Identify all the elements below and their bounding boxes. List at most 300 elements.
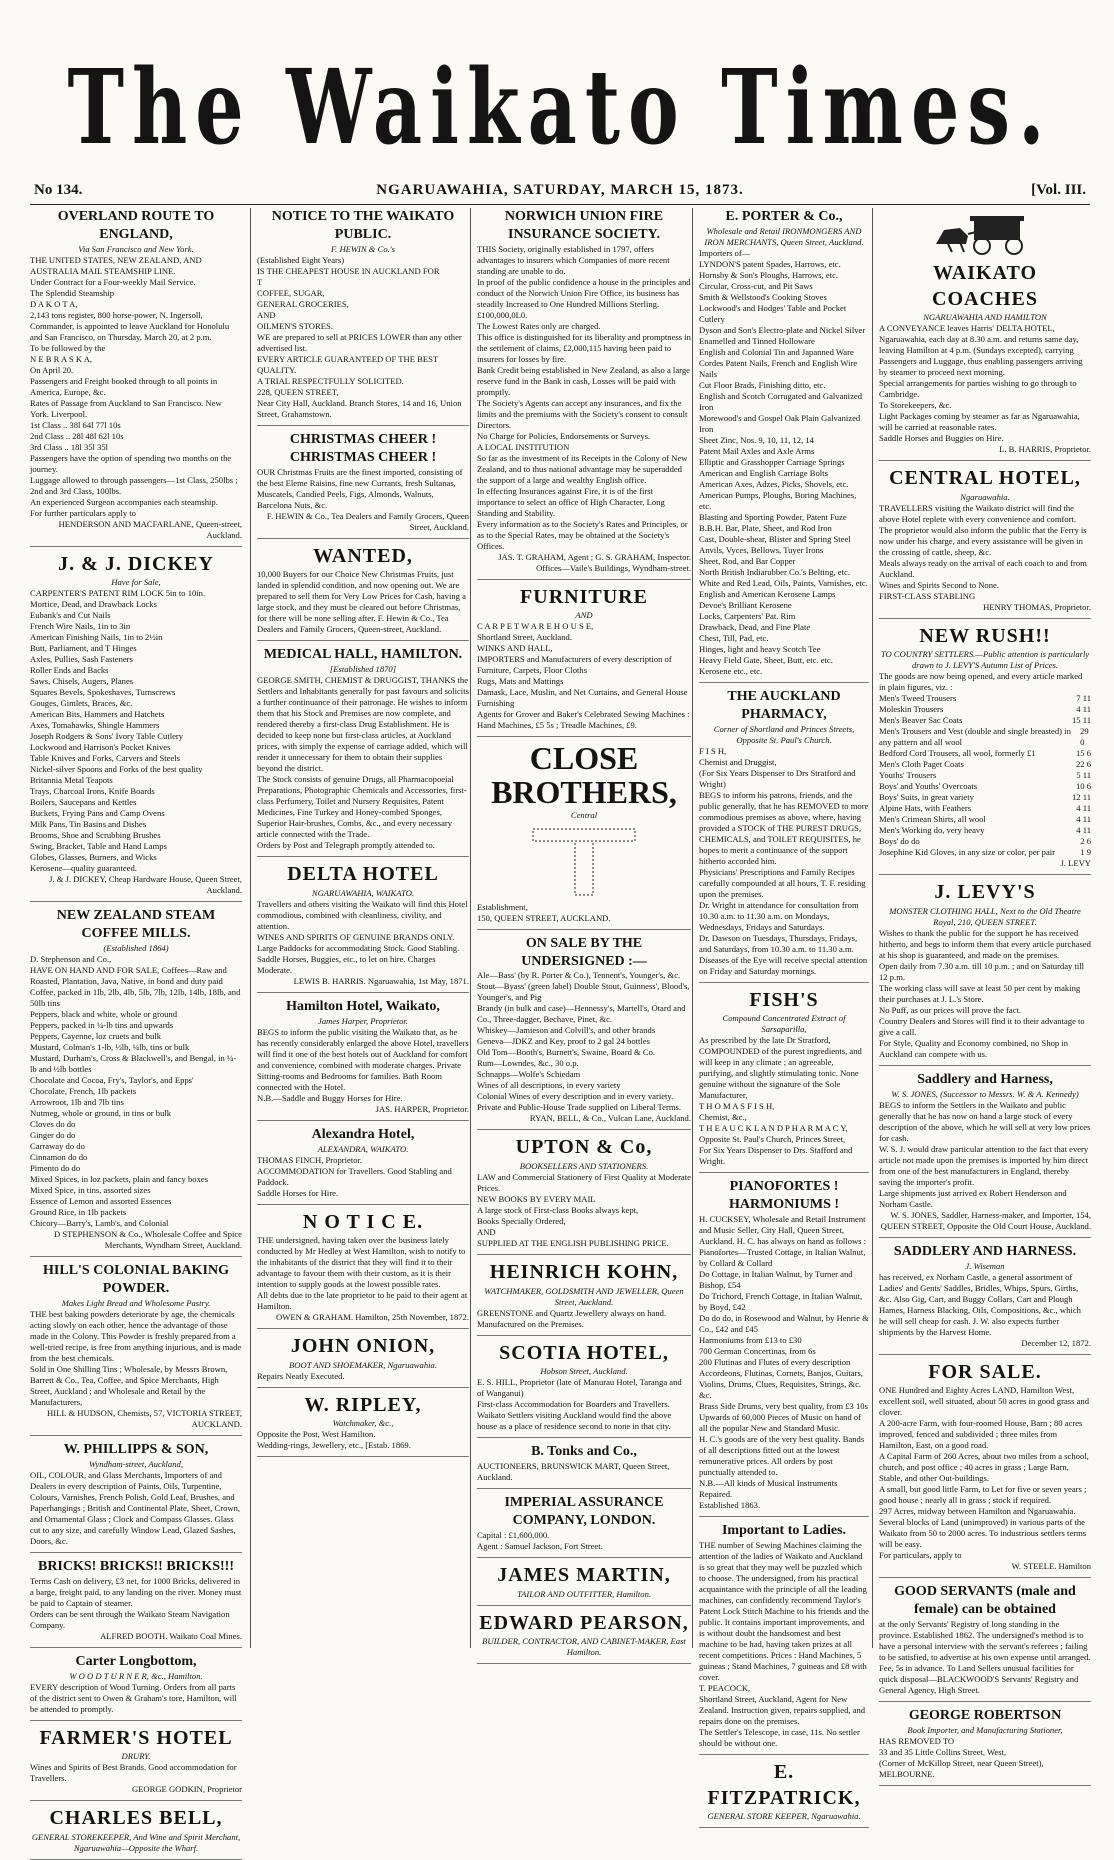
ad-text: Rates of Passage from Auckland to San Francisco. New York. Liverpool. [30, 397, 222, 419]
ad-text: Old Tom—Booth's, Burnett's, Swaine, Board & Co. [477, 1047, 656, 1058]
ad-heading: E. PORTER & Co., [725, 209, 843, 224]
ad-text: N.B.—All kinds of Musical Instruments Repaired. [699, 1478, 838, 1500]
ad-text: Peppers, black and white, whole or ground [30, 1009, 178, 1020]
ad-text: The Lowest Rates only are charged. [477, 320, 601, 331]
ad-text: Devoe's Brilliant Kerosene [699, 599, 792, 610]
ad-text: E. S. HILL, Proprietor (late of Manurau Hotel, Taranga and of Wanganui) [477, 1377, 682, 1399]
ad-text: IMPORTERS and Manufacturers of every description of Furniture, Carpets, Floor Cloths [477, 654, 672, 676]
ad-text: As prescribed by the late Dr Stratford, [699, 1035, 831, 1046]
ad-subheading: ALEXANDRA, WAIKATO. [317, 1143, 409, 1154]
ad-text: Sheet, Rod, and Bar Copper [699, 555, 796, 566]
price-row [879, 814, 1091, 825]
ad-text: has received, ex Norham Castle, a general assortment of Ladies' and Gents' Saddles, Bridles, Whips, Spurs, Girths, &c. Also Gig, Cart, and Buggy Collars, Cart and Plough Hames, Harness Blacking, Oils, Compositions, &c., which he will sell cheap for cash. J. W. also expects further shipments by the Harvest Home. [879, 1271, 1081, 1337]
ad-heading: CENTRAL HOTEL, [889, 467, 1081, 490]
advertisement [257, 431, 469, 539]
ad-text: MELBOURNE. [879, 1769, 935, 1780]
ad-subheading: TAILOR AND OUTFITTER, Hamilton. [516, 1588, 652, 1599]
ad-signature: HENRY THOMAS, Proprietor. [983, 601, 1091, 612]
price-row [879, 847, 1091, 858]
price-item: Alpine Hats, with Feathers [879, 803, 972, 814]
ad-text: Ginger do do [30, 1130, 76, 1141]
masthead-title: The Waikato Times. [67, 47, 1053, 168]
advertisement [477, 1341, 691, 1439]
advertisement [879, 1707, 1091, 1786]
price-amount: 7 11 [1076, 693, 1091, 704]
advertisement [477, 1135, 691, 1255]
ad-text: Hinges, light and heavy Scotch Tee [699, 643, 821, 654]
ad-text: BEGS to inform his patrons, friends, and the public generally, that he has REMOVED to more commodious premises as above, where, having provided a STOCK of THE PUREST DRUGS, CHEMICALS, and TOILET REQUISITES, he hopes to merit a continuance of the support hitherto accorded him. [699, 789, 869, 866]
ad-heading: NEW RUSH!! [919, 624, 1051, 647]
advertisement [257, 998, 469, 1121]
ad-text: Brooms, Shoe and Scrubbing Brushes [30, 830, 161, 841]
ad-text: H. C.'s goods are of the very best quality. Bands of all descriptions fitted out at the lowest remunerative prices. All orders by post punctually attended to. [699, 1434, 865, 1478]
price-item: Men's Working do, very heavy [879, 825, 985, 836]
price-amount: 1 9 [1080, 847, 1091, 858]
ad-text: Dr. Dawson on Tuesdays, Thursdays, Fridays, and Saturdays, from 10.30 a.m. to 11.30 a.m. [699, 932, 858, 954]
ad-text: THE UNITED STATES, NEW ZEALAND, AND AUSTRALIA MAIL STEAMSHIP LINE. [30, 254, 202, 276]
ad-text: Kerosene etc., etc. [699, 665, 763, 676]
ad-subheading: Corner of Shortland and Princes Streets, Opposite St. Paul's Church. [713, 723, 855, 745]
volume: [Vol. III. [1031, 182, 1086, 198]
ad-text: Mustard, Colman's 1-lb, ½lb, ¼lb, tins or bulk [30, 1042, 190, 1053]
advertisement [699, 1178, 869, 1517]
ad-text: Colonial Wines of every description and in every variety. [477, 1091, 674, 1102]
advertisement [257, 208, 469, 426]
ad-subheading: (Established 1864) [103, 943, 169, 954]
ad-heading: DELTA HOTEL [287, 863, 439, 886]
ad-subheading: Makes Light Bread and Wholesome Pastry. [61, 1298, 211, 1309]
ad-text: To Storekeepers, &c. [879, 400, 952, 411]
ad-text: Large shipments just arrived ex Robert Henderson and Norham Castle. [879, 1187, 1067, 1209]
price-amount: 10 6 [1075, 781, 1091, 792]
column-1 [30, 208, 248, 1853]
ad-text: Establishment, [477, 901, 528, 912]
ad-text: Brass Side Drums, very best quality, from £3 10s [699, 1401, 868, 1412]
ad-text: Passengers have the option of spending two months on the journey. [30, 452, 232, 474]
ad-text: For further particulars apply to [30, 507, 136, 518]
ad-heading: EDWARD PEARSON, [479, 1611, 689, 1634]
price-row [879, 748, 1091, 759]
ad-text: TRAVELLERS visiting the Waikato district will find the above Hotel replete with every convenience and comfort. [879, 502, 1077, 524]
ad-text: Saddle Horses for Hire. [257, 1187, 339, 1198]
ad-text: T H O M A S F I S H, [699, 1101, 775, 1112]
ad-text: Chicory—Barry's, Lamb's, and Colonial [30, 1218, 169, 1229]
advertisement [477, 1443, 691, 1489]
ad-text: AUCTIONEERS, BRUNSWICK MART, Queen Street, Auckland. [477, 1461, 670, 1483]
ad-text: Lockwood's and Hodges' Table and Pocket Cutlery [699, 302, 847, 324]
ad-heading: UPTON & Co, [515, 1136, 653, 1159]
ad-subheading: Central [570, 809, 598, 820]
ad-subheading: WATCHMAKER, GOLDSMITH AND JEWELLER, Queen Street, Auckland. [484, 1285, 684, 1307]
ad-text: Arrowroot, 1lb and 7lb tins [30, 1097, 124, 1108]
advertisement [879, 1243, 1091, 1355]
ad-text: Meals always ready on the arrival of each coach to and from Auckland. [879, 557, 1087, 579]
ad-text: Books Specially Ordered, [477, 1216, 566, 1226]
ad-subheading: Hobson Street, Auckland. [540, 1366, 628, 1377]
ad-text: Special arrangements for parties wishing to go through to Cambridge. [879, 378, 1077, 400]
ad-text: Agent : Samuel Jackson, Fort Street. [477, 1540, 603, 1551]
ad-text: B.B.H. Bar, Plate, Sheet, and Rod Iron [699, 522, 832, 533]
price-item: Youths' Trousers [879, 770, 937, 781]
ad-text: Table Knives and Forks, Carvers and Steels [30, 753, 180, 764]
ad-heading: CLOSE BROTHERS, [491, 740, 677, 810]
ad-text: The working class will save at least 50 per cent by making their purchases at J. L.'s Store. [879, 982, 1081, 1004]
ad-text: HAS REMOVED TO [879, 1736, 955, 1747]
ad-text: AND [257, 309, 276, 320]
ad-heading: HEINRICH KOHN, [489, 1261, 679, 1283]
advertisement [699, 1760, 869, 1828]
ad-text: North British Indiarubber Co.'s Belting, etc. [699, 566, 850, 577]
ad-text: Kerosene—quality guaranteed. [30, 863, 137, 874]
ad-text: GEORGE SMITH, CHEMIST & DRUGGIST, THANKS the Settlers and Inhabitants generally for past favours and solicits a further continuance of their patronage. He wishes to inform them that his Stock and Premises are now complete, and rendered thereby a first-class Drug Establishment. He is decided to keep none but first-class articles, at Auckland prices, with simply the expense of carriage added, which will render it unnecessary for them to obtain their supplies beyond the district. [257, 675, 469, 774]
ad-text: THE number of Sewing Machines claiming the attention of the ladies of Waikato and Auckland is so great that they may well be puzzled which to choose. The undersigned, from his practical acquaintance with the principle of all the leading machines, can confidently recommend Taylor's Patent Lock Stitch Machine to his friends and the public. It contains important improvements, and is without doubt the handsomest and best machine to be had, having taken prizes at all recent competitions. Prices : Hand Machines, 5 guineas ; Stand Machines, 7 guineas and £8 with cover. [699, 1540, 869, 1683]
ad-text: Carraway do do [30, 1141, 85, 1152]
ad-text: 2nd Class .. 28l 48l 62l 10s [30, 430, 124, 441]
ad-heading: HILL'S COLONIAL BAKING POWDER. [43, 1263, 229, 1297]
ad-text: D. Stephenson and Co., [30, 954, 112, 965]
ad-text: Whiskey—Jamieson and Colvill's, and other brands [477, 1025, 656, 1036]
ad-heading: IMPERIAL ASSURANCE COMPANY, LONDON. [504, 1495, 664, 1528]
ad-text: EVERY ARTICLE GUARANTEED OF THE BEST QUALITY. [257, 353, 438, 375]
ad-text: Wines of all descriptions, in every variety [477, 1080, 621, 1091]
ad-heading: FARMER'S HOTEL [39, 1726, 233, 1749]
advertisement [30, 907, 242, 1257]
ad-text: Wedding-rings, Jewellery, etc., [Estab. 1869. [257, 1440, 411, 1451]
ad-subheading: AND [575, 610, 593, 621]
ad-text: Butt, Parliament, and T Hinges [30, 643, 137, 654]
ad-text: 228, QUEEN STREET, [257, 386, 339, 397]
ad-text: Agents for Grover and Baker's Celebrated Sewing Machines : Hand Machines, £5 5s ; Treadle Machines, £9. [477, 709, 690, 731]
ad-signature: GEORGE GODKIN, Proprietor [131, 1784, 242, 1795]
ad-signature: ALFRED BOOTH. Waikato Coal Mines. [100, 1630, 242, 1641]
ad-heading: NOTICE TO THE WAIKATO PUBLIC. [271, 209, 455, 242]
ad-text: Shortland Street, Auckland. [477, 632, 572, 643]
ad-subheading: Via San Francisco and New York. [78, 243, 194, 254]
ad-text: A CONVEYANCE leaves Harris' DELTA HOTEL, Ngaruawahia, each day at 8.30 a.m. and returns same day, leaving Hamilton at 4 p.m. (Sundays excepted), carrying Passengers and Luggage, thus enabling passengers arriving by steamer to proceed next morning. [879, 323, 1083, 378]
advertisement [30, 552, 242, 903]
ad-subheading: GENERAL STORE KEEPER, Ngaruawahia. [707, 1811, 861, 1822]
ad-text: Stout—Byass' (green label) Double Stout, Guinness', Blood's, Younger's, and Pig [477, 981, 690, 1003]
ad-text: American Bits, Hammers and Hatchets [30, 709, 165, 720]
close-brothers-t-device [529, 827, 639, 897]
ad-text: CARPENTER'S PATENT RIM LOCK 5in to 10in. [30, 588, 206, 599]
ad-text: H. CUCKSEY, Wholesale and Retail Instrument and Music Seller, City Hall, Queen Street, Auckland. H. C. has always on hand as follows : [699, 1214, 867, 1247]
ad-text: In effecting Insurances against Fire, it is of the first importance to select an office of High Character, Long Standing and Stability. [477, 485, 665, 518]
ad-text: Several blocks of Land (unimproved) in various parts of the Waikato from 50 to 2000 acres. To industrious settlers terms will be easy. [879, 1517, 1087, 1550]
price-amount: 29 0 [1080, 726, 1089, 748]
ad-text: THOMAS FINCH, Proprietor. [257, 1154, 363, 1165]
ad-text: £100,000,0L0. [477, 309, 528, 320]
ad-text: Patent Mail Axles and Axle Arms [699, 445, 815, 456]
ad-text: Globes, Glasses, Burners, and Wicks [30, 852, 157, 863]
stage-coach-icon [930, 214, 1040, 256]
ad-text: Saws, Chisels, Augers, Planes [30, 676, 134, 687]
ad-text: N E B R A S K A, [30, 353, 93, 364]
ad-text: A TRIAL RESPECTFULLY SOLICITED. [257, 375, 404, 386]
ad-text: ACCOMMODATION for Travellers. Good Stabling and Paddock. [257, 1165, 452, 1187]
ad-subheading: Have for Sale, [111, 577, 161, 588]
ad-text: LYNDON'S patent Spades, Harrows, etc. [699, 258, 841, 269]
ad-text: The Society's Agents can accept any insurances, and fix the limits and the premiums with the Society's consent to consult Directors. [477, 397, 688, 430]
ad-text: Swing, Bracket, Table and Hand Lamps [30, 841, 167, 852]
price-item: Men's Beaver Sac Coats [879, 715, 963, 726]
ad-signature: HENDERSON AND MACFARLANE, Queen-street, Auckland. [58, 518, 242, 540]
price-row [879, 770, 1091, 781]
ad-text: Joseph Rodgers & Sons' Ivory Table Cutlery [30, 731, 184, 742]
ad-text: 33 and 35 Little Collins Street, West, [879, 1747, 1007, 1758]
ad-heading: GOOD SERVANTS (male and female) can be obtained [894, 1584, 1076, 1618]
ad-text: Orders can be sent through the Waikato Steam Navigation Company. [30, 1608, 230, 1630]
ad-text: Eubank's and Cut Nails [30, 610, 111, 621]
ad-text: Trays, Charcoal Irons, Knife Boards [30, 786, 155, 797]
ad-heading: Carter Longbottom, [75, 1653, 197, 1669]
ad-text: Britannia Metal Teapots [30, 775, 113, 786]
ad-text: Terms Cash on delivery, £3 net, for 1000 Bricks, delivered in a barge, freight paid, to any landing on the river. Money must be paid to Captain of steamer. [30, 1575, 242, 1608]
ad-signature: J. & J. DICKEY, Cheap Hardware House, Queen Street, Auckland. [49, 874, 242, 896]
dateline [30, 180, 1090, 205]
column-5 [872, 208, 1091, 1780]
ad-text: The proprietor would also inform the public that the Ferry is now under his charge, and every assistance will be given in the crossing of cattle, sheep, &c. [879, 524, 1087, 557]
ad-text: Nutmeg, whole or ground, in tins or bulk [30, 1108, 172, 1119]
advertisement [879, 214, 1091, 461]
ad-text: Axles, Pullies, Sash Fasteners [30, 654, 133, 665]
ad-text: THIS Society, originally established in 1797, offers advantages to insurers which Companies of more recent standing are unable to do. [477, 243, 670, 276]
price-amount: 5 11 [1076, 770, 1091, 781]
price-row [879, 803, 1091, 814]
ad-text: English and American Kerosene Lamps [699, 588, 836, 599]
ad-text: 3rd Class .. 18l 35l 35l [30, 441, 109, 452]
price-amount: 15 11 [1071, 715, 1091, 726]
ad-text: Chocolate and Cocoa, Fry's, Taylor's, and Epps' [30, 1075, 194, 1086]
price-item: Men's Cloth Paget Coats [879, 759, 964, 770]
ad-text: Circular, Cross-cut, and Pit Saws [699, 280, 813, 291]
ad-text: So far as the investment of its Receipts in the Colony of New Zealand, and to thus national advantage may be superadded the support of a large and wealthy English office. [477, 452, 688, 485]
ad-heading: FISH'S [749, 988, 819, 1011]
ad-text: F I S H, [699, 745, 727, 756]
ad-text: Peppers, packed in ¼-lb tins and upwards [30, 1020, 174, 1031]
ad-text: 700 German Concertinas, from 6s [699, 1346, 816, 1357]
ad-text: T H E A U C K L A N D P H A R M A C Y, [699, 1123, 848, 1134]
price-item: Josephine Kid Gloves, in any size or color, per pair [879, 847, 1056, 858]
ad-text: Every information as to the Society's Rates and Principles, or as to the Special Rates, may be obtained at the Society's Offices. [477, 518, 688, 551]
ad-text: Rum—Lowndes, &c., 30 o.p. [477, 1058, 579, 1069]
price-amount: 2 6 [1080, 836, 1091, 847]
price-amount: 12 11 [1071, 792, 1091, 803]
ad-heading: SADDLERY AND HARNESS. [893, 1243, 1077, 1259]
advertisement [30, 1806, 242, 1860]
ad-text: A small, but good little Farm, to Let for five or seven years ; good house ; nearly all in grass ; stock if required. [879, 1484, 1087, 1506]
ad-text: Squares Bevels, Spokeshaves, Turnscrews [30, 687, 176, 698]
masthead [30, 48, 1090, 168]
ad-text: LAW and Commercial Stationery of First Quality at Moderate Prices. [477, 1172, 691, 1193]
ad-text: For Style, Quality and Economy combined, no Shop in Auckland can compete with us. [879, 1037, 1069, 1059]
ad-text: (Established Eight Years) [257, 254, 345, 265]
ad-signature: F. HEWIN & Co., Tea Dealers and Family Grocers, Queen Street, Auckland. [266, 510, 469, 532]
ad-text: Chemist and Druggist, [699, 756, 777, 767]
ad-subheading: Book Importer, and Manufacturing Stationer, [907, 1725, 1063, 1736]
ad-text: Morewood's and Gospel Oak Plain Galvanized Iron [699, 412, 861, 434]
ad-text: Chocolate, French, 1lb packets [30, 1086, 137, 1097]
advertisement [257, 1334, 469, 1388]
ad-heading: Alexandra Hotel, [311, 1126, 415, 1142]
ad-text: Open daily from 7.30 a.m. till 10 p.m. ; and on Saturday till 12 p.m. [879, 960, 1085, 982]
ad-text: An experienced Surgeon accompanies each steamship. [30, 496, 218, 507]
ad-heading: PIANOFORTES ! HARMONIUMS ! [728, 1179, 840, 1213]
ad-text: English and Scotch Corrugated and Galvanized Iron [699, 390, 862, 412]
advertisement [699, 208, 869, 683]
price-amount: 4 11 [1076, 704, 1091, 715]
ad-text: Peppers, Cayenne, loz cruets and bulk [30, 1031, 162, 1042]
price-row [879, 836, 1091, 847]
ad-text: Locks, Carpenters' Pat. Rim [699, 610, 796, 621]
ad-text: Wines and Spirits Second to None. [879, 579, 999, 590]
price-amount: 4 11 [1076, 825, 1091, 836]
ad-text: Brandy (in bulk and case)—Hennessy's, Martell's, Otard and Co., Three-dagger, Bechave, Pinet, &c. [477, 1003, 686, 1025]
ad-subheading: Wyndham-street, Auckland, [89, 1458, 183, 1469]
advertisement [879, 880, 1091, 1066]
ad-text: Light Packages coming by steamer as far as Ngaruawahia, will be carried at reasonable rates. [879, 411, 1080, 433]
ad-text: Luggage allowed to through passengers—1st Class, 250lbs ; 2nd and 3rd Class, 100lbs. [30, 474, 238, 496]
ad-text: Do Trichord, French Cottage, in Italian Walnut, by Boyd, £42 [699, 1291, 863, 1313]
ad-heading: W. PHILLIPPS & SON, [63, 1442, 209, 1458]
ad-text: A Capital Farm of 260 Acres, about two miles from a school, church, and post office ; 40 acres in grass ; Large Barn, Stable, and other Out-buildings. [879, 1451, 1089, 1484]
ad-text: OIL, COLOUR, and Glass Merchants, Importers of and Dealers in every description of Paints, Oils, Turpentine, Colours, Varnishes, French Polish, Gold Leaf, Brushes, and Paperhangings ; British and Continental Plate, Sheet, Crown, and Ornamental Glass ; Clock and Compass Glasses. Glass cut to any size, and carefully Window Lead, Glazed Sashes, Doors, &c. [30, 1469, 241, 1546]
ad-text: Drawback, Dead, and Fine Plate [699, 621, 811, 632]
ad-text: Shortland Street, Auckland, Agent for New Zealand. Instruction given, repairs supplied, and repairs done on the premises. [699, 1694, 866, 1727]
ad-subheading: BOOT AND SHOEMAKER, Ngaruawahia. [289, 1359, 437, 1370]
ad-heading: N O T I C E. [302, 1210, 424, 1233]
ad-subheading: Compound Concentrated Extract of Sarsaparilla, [722, 1013, 846, 1035]
ad-text: Cast, Double-shear, Blister and Spring Steel [699, 533, 851, 544]
ad-signature: D STEPHENSON & Co., Wholesale Coffee and Spice Merchants, Wyndham Street, Auckland. [53, 1229, 242, 1251]
ad-text: BEGS to inform the Settlers in the Waikato and public generally that he has now on hand a large stock of every description of the above, which he will sell at very low prices for cash. [879, 1099, 1091, 1143]
ad-text: Saddle Horses and Buggies on Hire. [879, 433, 1004, 444]
price-item: Bedford Cord Trousers, all wool, formerly £1 [879, 748, 1036, 759]
ad-text: Mortice, Dead, and Drawback Locks [30, 599, 157, 610]
ad-signature: December 12, 1872. [1021, 1337, 1091, 1348]
advertisement [257, 1393, 469, 1458]
ad-text: First-class Accommodation for Boarders and Travellers. [477, 1399, 670, 1410]
ad-text: BEGS to inform the public visiting the Waikato that, as he has recently considerably enlarged the above Hotel, travellers will find it one of the best hotels out of Auckland for comfort and convenience, combined with moderate charges. Private Sitting-rooms and Bedrooms for families. Bath Room connected with the Hotel. [257, 1026, 469, 1092]
price-amount: 22 6 [1075, 759, 1091, 770]
ad-text: Wishes to thank the public for the support he has received hitherto, and begs to inform them that every article purchased at his shop is guaranteed, and made on the premises. [879, 927, 1091, 960]
price-item: Boys' do do [879, 836, 920, 847]
ad-text: Mustard, Durham's, Cross & Blackwell's, and Bengal, in ¼-lb and ½lb bottles [30, 1053, 237, 1075]
price-amount: 4 11 [1076, 814, 1091, 825]
ad-text: Dr. Wright in attendance for consultation from 10.30 a.m. to 11.30 a.m. on Mondays, Wednesdays, Fridays and Saturdays. [699, 899, 859, 932]
price-row [879, 781, 1091, 792]
price-item: Men's Trousers and Vest (double and single breasted) in any pattern and all wool [879, 726, 1071, 748]
ad-text: Chest, Till, Pad, etc. [699, 632, 769, 643]
ad-text: 150, QUEEN STREET, AUCKLAND. [477, 912, 611, 923]
ad-text: Blasting and Sporting Powder, Patent Fuze [699, 511, 847, 522]
ad-text: Physicians' Prescriptions and Family Recipes carefully compounded at all hours, T. F. residing upon the premises. [699, 866, 866, 899]
ad-subheading: [Established 1870] [329, 664, 397, 675]
advertisement [477, 1611, 691, 1665]
ad-text: American Finishing Nails, 1in to 2½in [30, 632, 163, 643]
ad-text: GENERAL GROCERIES, [257, 298, 349, 309]
ad-text: Do do do, in Rosewood and Walnut, by Henrie & Co., £42 and £45 [699, 1313, 869, 1335]
ad-text: American Axes, Adzes, Picks, Shovels, etc. [699, 478, 849, 489]
ad-text: No Charge for Policies, Endorsements or Surveys. [477, 430, 651, 441]
ad-text: Pimento do do [30, 1163, 81, 1174]
ad-text: Established 1863. [699, 1500, 761, 1511]
ad-subheading: Watchmaker, &c., [332, 1418, 394, 1429]
ad-text: Waikato Settlers visiting Auckland would find the above house as a place of residence second to none in that city. [477, 1410, 672, 1432]
ad-subheading: J. Wiseman [965, 1260, 1005, 1271]
price-row [879, 693, 1091, 704]
ad-heading: W. RIPLEY, [304, 1393, 422, 1416]
ad-signature: JAS. T. GRAHAM, Agent ; G. S. GRAHAM, Inspector. Offices—Vaile's Buildings, Wyndham-street. [498, 551, 691, 573]
advertisement [477, 935, 691, 1131]
ad-text: Smith & Wellstood's Cooking Stoves [699, 291, 827, 302]
ad-text: T. PEACOCK, [699, 1683, 751, 1694]
ad-text: American and English Carriage Bolts [699, 467, 828, 478]
ad-text: Opposite St. Paul's Church, Princes Street, [699, 1134, 846, 1145]
advertisement [477, 1494, 691, 1558]
ad-text: Upwards of 60,000 Pieces of Music on hand of all the popular New and Standard Music. [699, 1412, 862, 1434]
ad-subheading: TO COUNTRY SETTLERS.—Public attention is particularly drawn to J. LEVY'S Autumn List of Prices. [880, 649, 1090, 671]
ad-text: Dyson and Son's Electro-plate and Nickel Silver [699, 324, 866, 335]
ad-signature: RYAN, BELL, & Co., Vulcan Lane, Auckland. [529, 1113, 691, 1124]
ad-text: Accordeons, Flutinas, Cornets, Banjos, Guitars, Violins, Drums, Clues, Requisites, Strings, &c. &c. [699, 1368, 863, 1401]
price-row [879, 792, 1091, 803]
advertisement [257, 862, 469, 993]
ad-text: Orders by Post and Telegraph promptly attended to. [257, 840, 435, 851]
ad-text: NEW BOOKS BY EVERY MAIL [477, 1194, 596, 1204]
ad-text: For particulars, apply to [879, 1550, 962, 1561]
ad-text: Hornsby & Son's Ploughs, Harrows, etc. [699, 269, 839, 280]
ad-text: Coffee, packed in 1lb, 2lb, 4lb, 5lb, 7lb, 12lb, 14lb, 18lb, and 50lb tins [30, 987, 241, 1009]
advertisement [699, 688, 869, 983]
ad-text: Mixed Spice, in tins, assorted sizes [30, 1185, 151, 1196]
ad-heading: FURNITURE [520, 585, 648, 608]
ad-text: Sold in One Shilling Tins ; Wholesale, by Messrs Brown, Barrett & Co., Tea, Coffee, and Spice Merchants, High Street, Auckland ; and Wholesale and Retail by the Manufacturers, [30, 1364, 228, 1408]
ad-text: The Settler's Telescope, in case, 11s. No settler should be without one. [699, 1727, 860, 1749]
ad-text: FIRST-CLASS STABLING [879, 590, 976, 601]
ad-text: Rugs, Mats and Mattings [477, 676, 564, 687]
ad-text: Anvils, Vyces, Bellows, Tuyer Irons [699, 544, 824, 555]
advertisement [699, 1522, 869, 1755]
ad-text: T [257, 276, 263, 287]
ad-text: Roller Ends and Backs [30, 665, 109, 676]
ad-text: ONE Hundred and Eighty Acres LAND, Hamilton West, excellent soil, well situated, about 50 acres in good grass and clover. [879, 1385, 1090, 1418]
ad-text: Ale—Bass' (by R. Porter & Co.), Tennent's, Younger's, &c. [477, 970, 681, 981]
ad-heading: NEW ZEALAND STEAM COFFEE MILLS. [56, 908, 216, 942]
ad-heading: FOR SALE. [928, 1360, 1042, 1383]
ad-heading: MEDICAL HALL, HAMILTON. [263, 647, 463, 663]
ad-text: Enamelled and Tinned Holloware [699, 335, 815, 346]
ad-text: Chemist, &c., [699, 1112, 747, 1123]
ad-subheading: MONSTER CLOTHING HALL, Next to the Old Theatre Royal, 210, QUEEN STREET. [889, 905, 1081, 927]
ad-text: Private and Public-House Trade supplied on Liberal Terms. [477, 1102, 682, 1113]
ad-text: Lockwood and Harrison's Pocket Knives [30, 742, 171, 753]
ad-heading: CHARLES BELL, [49, 1807, 223, 1830]
ad-text: Country Dealers and Stores will find it to their advantage to give a call. [879, 1015, 1085, 1037]
ad-text: Cordes Patent Nails, French and English Wire Nails [699, 357, 858, 379]
ad-heading: OVERLAND ROUTE TO ENGLAND, [57, 209, 215, 242]
price-item: Boys' Suits, in great variety [879, 792, 974, 803]
ad-text: Nickel-silver Spoons and Forks of the best quality [30, 764, 203, 775]
advertisement [30, 1262, 242, 1436]
ad-text: Milk Pans, Tin Basins and Dishes [30, 819, 147, 830]
ad-text: THE undersigned, having taken over the business lately conducted by Mr Hedley at West Hamilton, wish to notify to the inhabitants of the district that they will find it to their advantage to favour them with their custom, as it is their intention to supply goods at the lowest possible rates. [257, 1235, 466, 1290]
ad-text: 10,000 Buyers for our Choice New Christmas Fruits, just landed in splendid condition, and now opening out. We are prepared to sell them for Very Low Prices for Cash, having a large stock, and they must be cleared out before Christmas, for there will be none selling after. F. Hewin & Co., Tea Dealers and Family Grocers, Queen-street, Auckland. [257, 569, 466, 635]
ad-text: French Wire Nails, 1in to 3in [30, 621, 131, 632]
ad-text: English and Colonial Tin and Japanned Ware [699, 346, 854, 357]
ad-text: at the only Servants' Registry of long standing in the province. Established 1862. The undersigned's method is to have a personal interview with the servant's referees ; failing to be satisfied, to advertise at his own expense until arranged. Fee, 5s in advance. To Land Sellers unusual facilities for quick disposal—BLACKWOOD'S Servants' Registry and General Agency, High Street. [879, 1619, 1091, 1696]
ad-subheading: W. S. JONES, (Successor to Messrs. W. & A. Kennedy) [891, 1088, 1079, 1099]
